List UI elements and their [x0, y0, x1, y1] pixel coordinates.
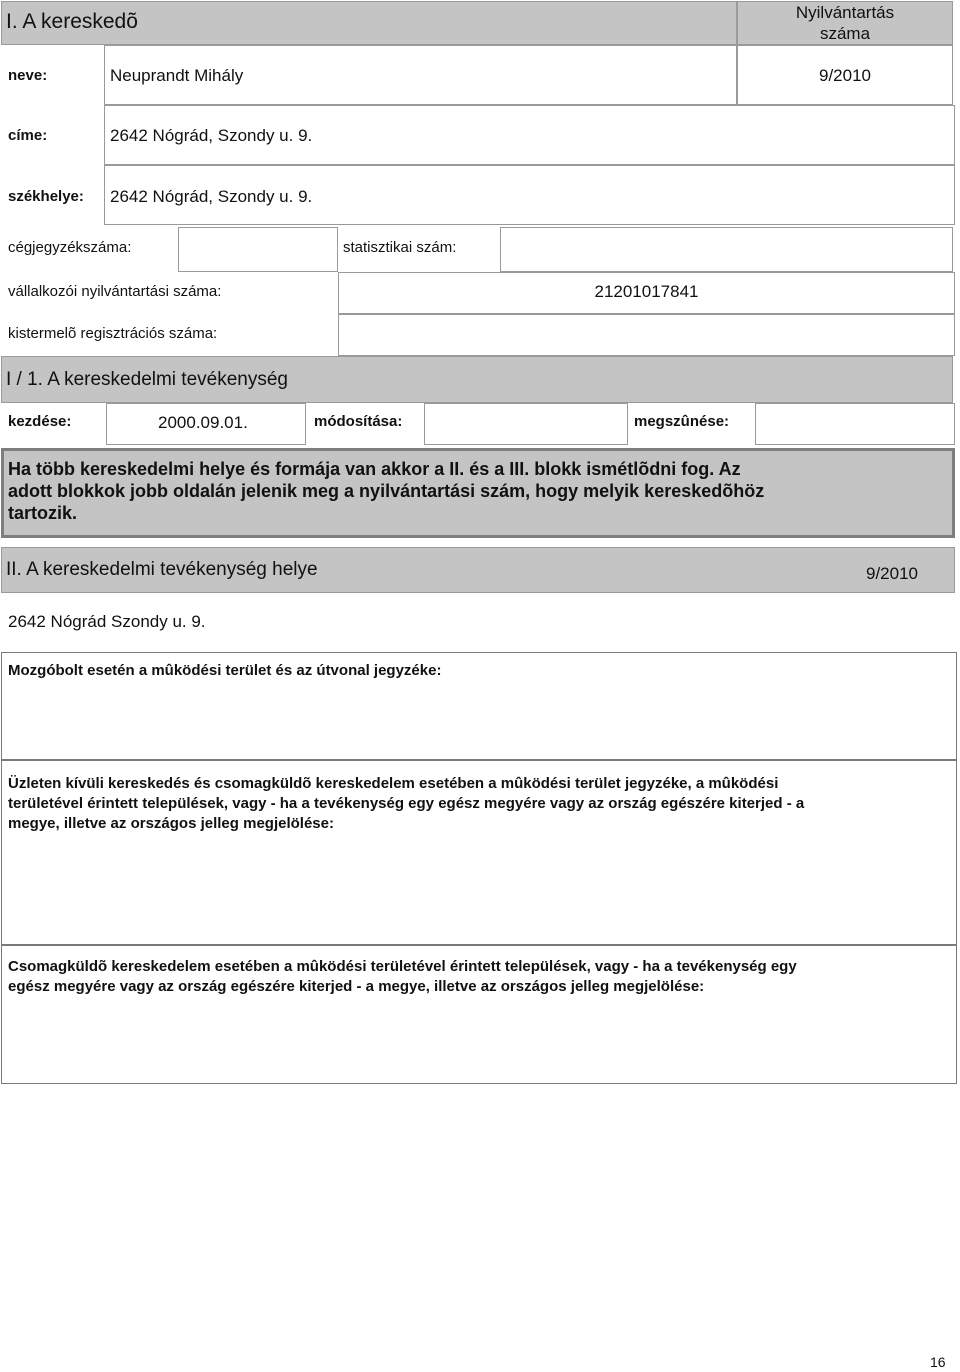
page-number: 16 [930, 1354, 946, 1370]
start-date-value: 2000.09.01. [158, 413, 248, 432]
repeat-notice-text [8, 458, 764, 524]
company-reg-label: cégjegyzékszáma: [8, 239, 132, 256]
smallholder-number-field [338, 314, 955, 356]
start-date-label: kezdése: [8, 413, 72, 430]
location-registry-number: 9/2010 [866, 564, 918, 583]
name-label: neve: [8, 67, 48, 84]
location-address: 2642 Nógrád Szondy u. 9. [8, 612, 206, 631]
address-value: 2642 Nógrád, Szondy u. 9. [110, 126, 313, 145]
repeat-notice-line1: Ha több kereskedelmi helye és formája van akkor a II. és a III. blokk ismétlõdni fog. Az [8, 459, 741, 479]
section-title-activity: I / 1. A kereskedelmi tevékenység [6, 369, 288, 390]
outside-shop-line2: területével érintett települések, vagy - ha a tevékenység egy egész megyére vagy az ország egészére kiterjed - a [8, 795, 805, 812]
name-value: Neuprandt Mihály [110, 66, 244, 85]
address-label: címe: [8, 127, 48, 144]
registry-label-line2: száma [819, 24, 871, 43]
seat-value: 2642 Nógrád, Szondy u. 9. [110, 187, 313, 206]
seat-label: székhelye: [8, 188, 84, 205]
smallholder-number-label: kistermelõ regisztrációs száma: [8, 325, 218, 342]
registry-number-value: 9/2010 [819, 66, 871, 85]
company-reg-field [178, 227, 338, 272]
section-title-location: II. A kereskedelmi tevékenység helye [6, 559, 318, 580]
stat-number-field [500, 227, 953, 272]
termination-field [755, 403, 955, 445]
entrepreneur-number-label: vállalkozói nyilvántartási száma: [8, 283, 222, 300]
mail-order-line1: Csomagküldõ kereskedelem esetében a mûködési területével érintett települések, vagy - ha a tevékenység egy [8, 958, 797, 975]
outside-shop-label [8, 774, 804, 834]
repeat-notice-line2: adott blokkok jobb oldalán jelenik meg a nyilvántartási szám, hogy melyik kereskedõhöz [8, 481, 765, 501]
mail-order-label [8, 957, 797, 997]
modification-field [424, 403, 628, 445]
section-title-trader: I. A kereskedõ [6, 10, 138, 33]
stat-number-label: statisztikai szám: [343, 239, 457, 256]
outside-shop-line3: megye, illetve az országos jelleg megjelölése: [8, 815, 334, 832]
repeat-notice-line3: tartozik. [8, 503, 78, 523]
registry-label-line1: Nyilvántartás [795, 3, 895, 22]
mail-order-line2: egész megyére vagy az ország egészére kiterjed - a megye, illetve az országos jelleg megjelölése: [8, 978, 705, 995]
modification-label: módosítása: [314, 413, 403, 430]
entrepreneur-number-value: 21201017841 [594, 282, 699, 301]
mobile-shop-label: Mozgóbolt esetén a mûködési terület és az útvonal jegyzéke: [8, 662, 442, 679]
termination-label: megszûnése: [634, 413, 730, 430]
outside-shop-line1: Üzleten kívüli kereskedés és csomagküldõ kereskedelem esetében a mûködési terület jegyzéke, a mûködési [8, 775, 779, 792]
